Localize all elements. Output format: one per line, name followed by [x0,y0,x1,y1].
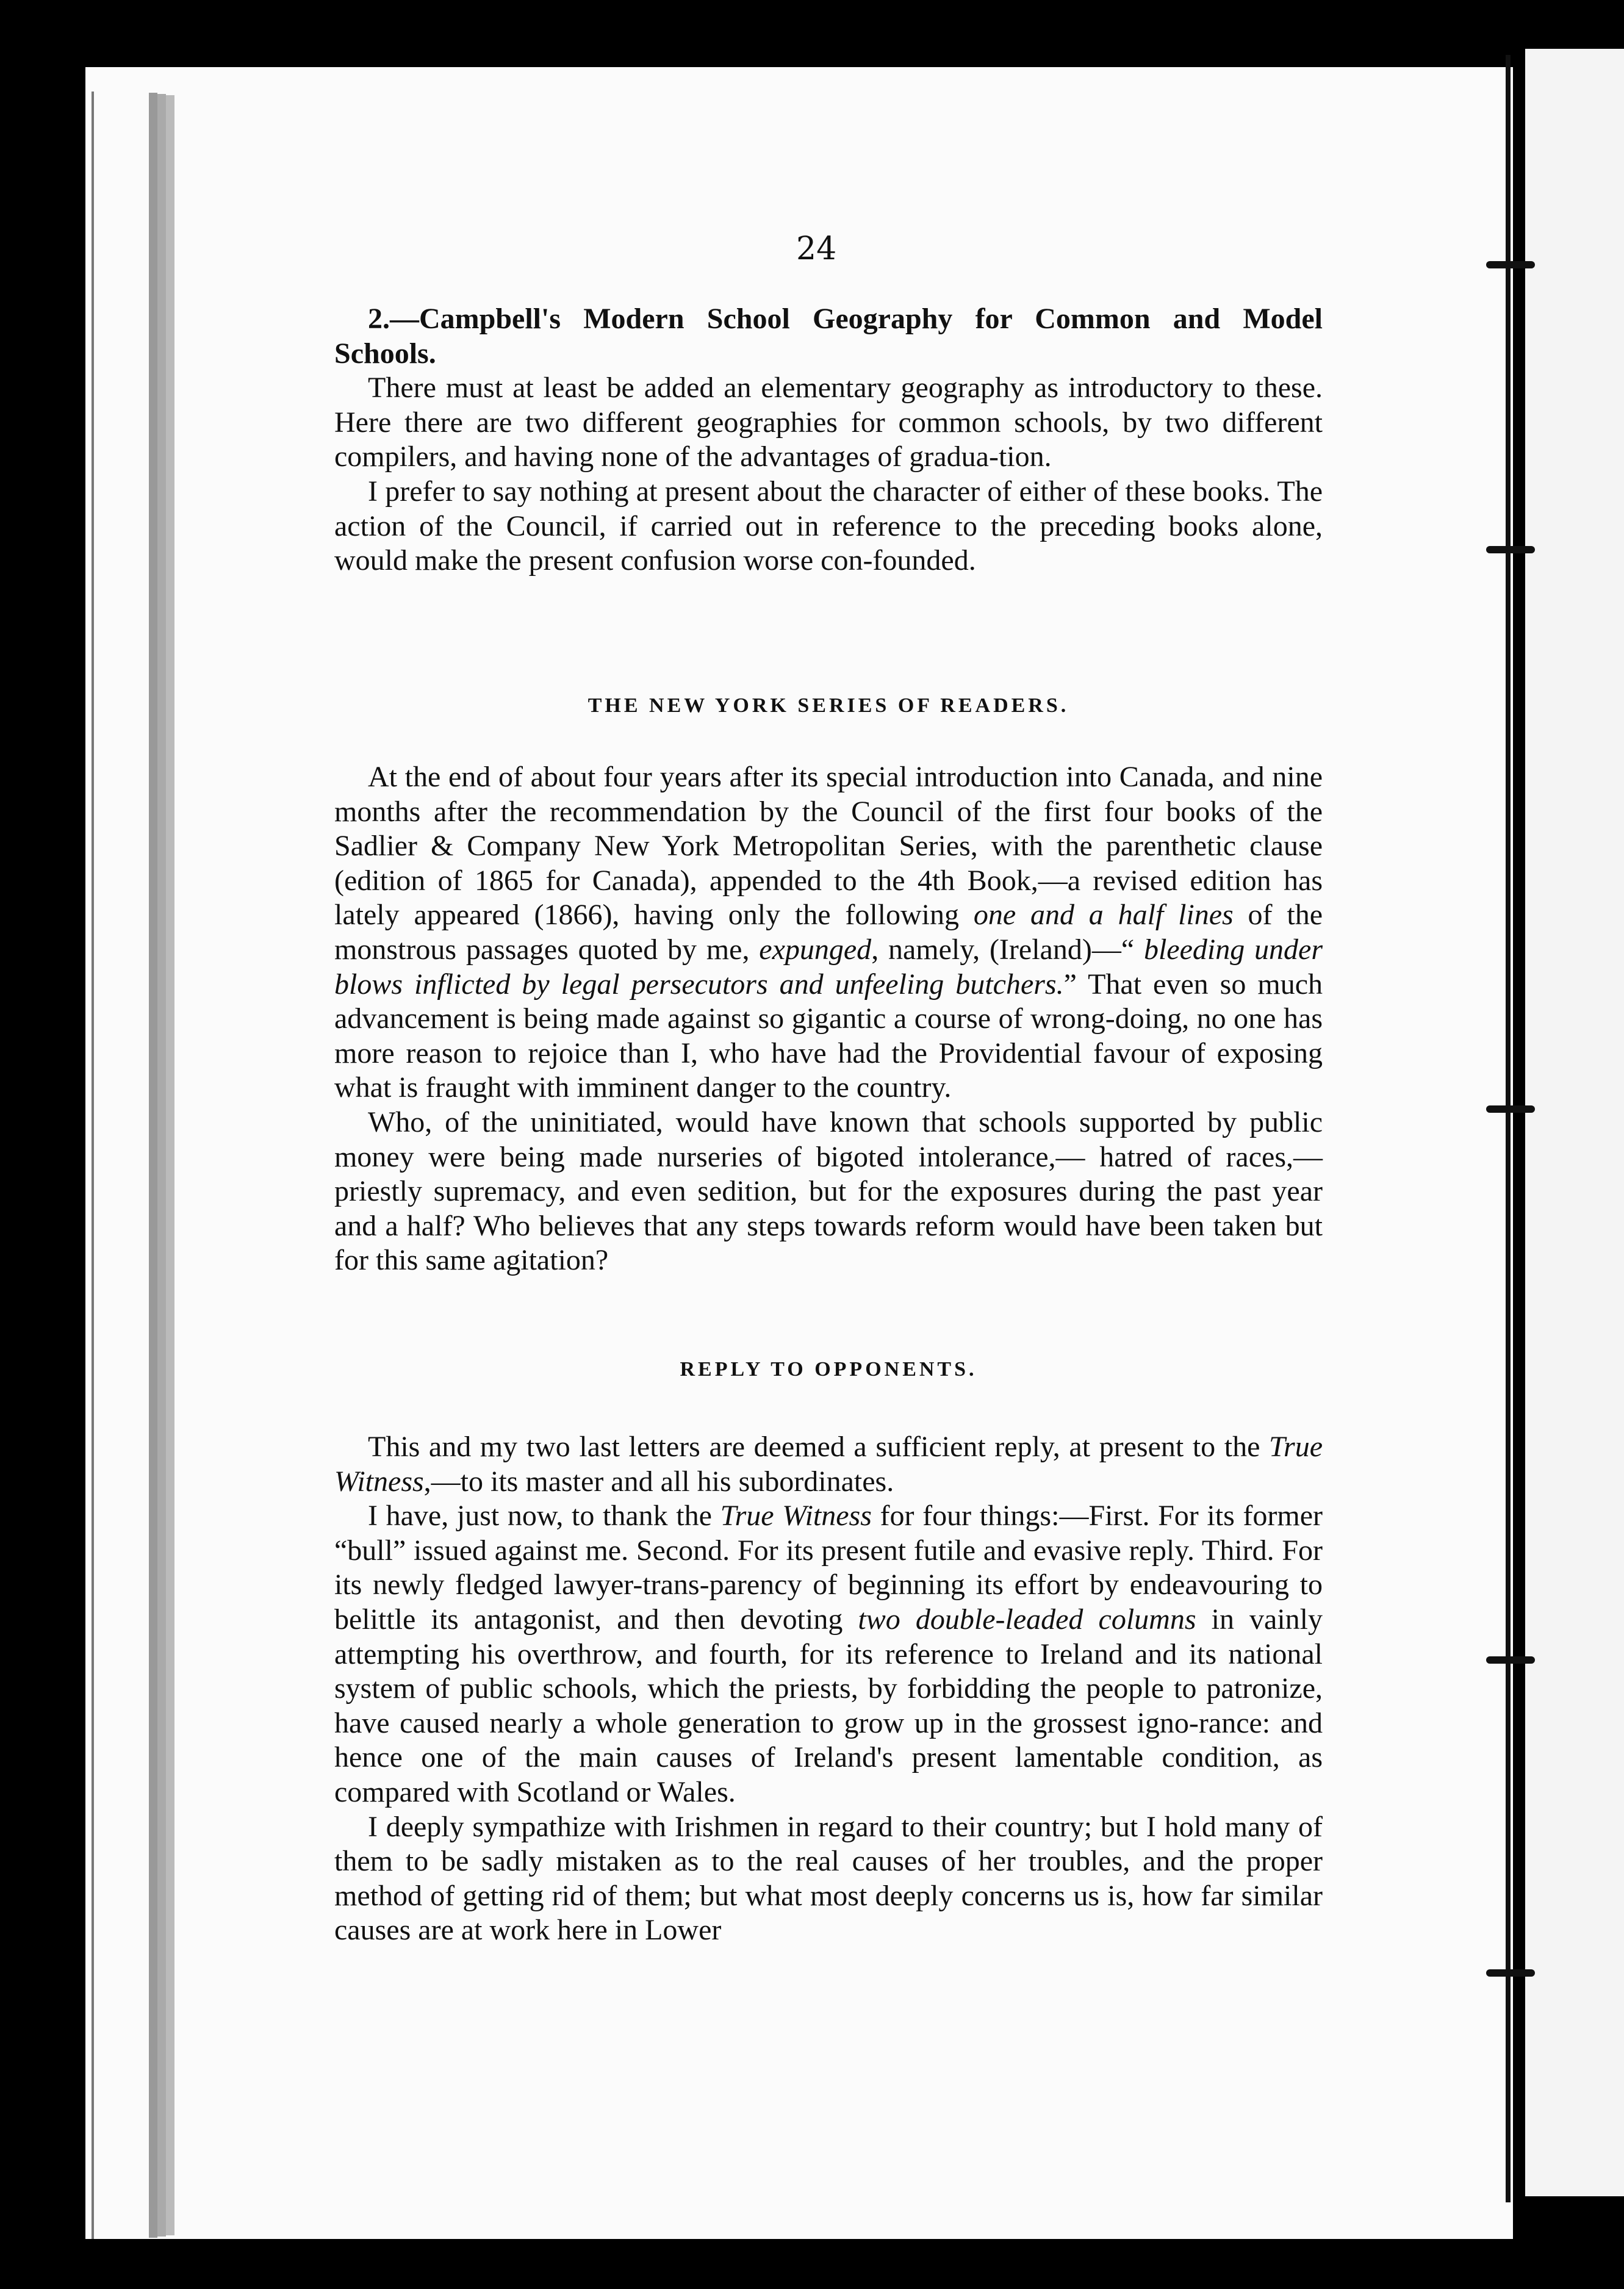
paragraph: I have, just now, to thank the True Witness for four things:—First. For its former “bull” issued against me. Second. For its present futile and evasive reply. Third. For its newly fledged lawyer-trans-parency of beginning its effort by endeavouring to belittle its antagonist, and then devoting two double-leaded columns in vainly attempting his overthrow, and fourth, for its reference to Ireland and its national system of public schools, which the priests, by forbidding the people to patronize, have caused nearly a whole generation to grow up in the grossest igno-rance: and hence one of the main causes of Ireland's present lamentable condition, as compared with Scotland or Wales. [334,1500,1323,1808]
binding-stitch [1486,261,1535,268]
paragraph: I deeply sympathize with Irishmen in regard to their country; but I hold many of them to be sadly mistaken as to the real causes of her troubles, and the proper method of getting rid of them; but what most deeply concerns us is, how far similar causes are at work here in Lower [334,1810,1323,1947]
readers-section [334,760,1323,1278]
binding-gutter [1506,55,1511,2202]
section-title-readers: THE NEW YORK SERIES OF READERS. [587,694,1069,717]
facing-page-edge [1525,49,1624,2196]
page-number: 24 [796,231,837,267]
paragraph: I prefer to say nothing at present about the character of either of these books. The action of the Council, if carried out in reference to the preceding books alone, would make the present confusion worse con-founded. [334,475,1323,577]
reply-section [334,1430,1323,1948]
page-edges [92,92,149,2239]
paragraph: Who, of the uninitiated, would have known that schools supported by public money were being made nurseries of bigoted intolerance,— hatred of races,—priestly supremacy, and even sedition, but for the exposures during the past year and a half? Who believes that any steps towards reform would have been taken but for this same agitation? [334,1105,1323,1277]
binding-stitch [1486,546,1535,553]
section-heading: 2.—Campbell's Modern School Geography for Common and Model Schools. [334,303,1323,370]
binding-stitch [1486,1105,1535,1113]
section-title-reply: REPLY TO OPPONENTS. [680,1358,977,1381]
geography-section [334,302,1323,578]
binding-stitch [1486,1656,1535,1664]
binding-stitch [1486,1969,1535,1977]
paragraph: This and my two last letters are deemed a sufficient reply, at present to the True Witness,—to its master and all his subordinates. [334,1431,1323,1498]
paragraph: At the end of about four years after its special introduction into Canada, and nine months after the recommendation by the Council of the first four books of the Sadlier & Company New York Metropolitan Series, with the parenthetic clause (edition of 1865 for Canada), appended to the 4th Book,—a revised edition has lately appeared (1866), having only the following one and a half lines of the monstrous passages quoted by me, expunged, namely, (Ireland)—“ bleeding under blows inflicted by legal persecutors and unfeeling butchers.” That even so much advancement is being made against so gigantic a course of wrong-doing, no one has more reason to rejoice than I, who have had the Providential favour of exposing what is fraught with imminent danger to the country. [334,761,1323,1104]
paragraph: There must at least be added an elementary geography as introductory to these. Here there are two different geographies for common schools, by two different compilers, and having none of the advantages of gradua-tion. [334,372,1323,473]
